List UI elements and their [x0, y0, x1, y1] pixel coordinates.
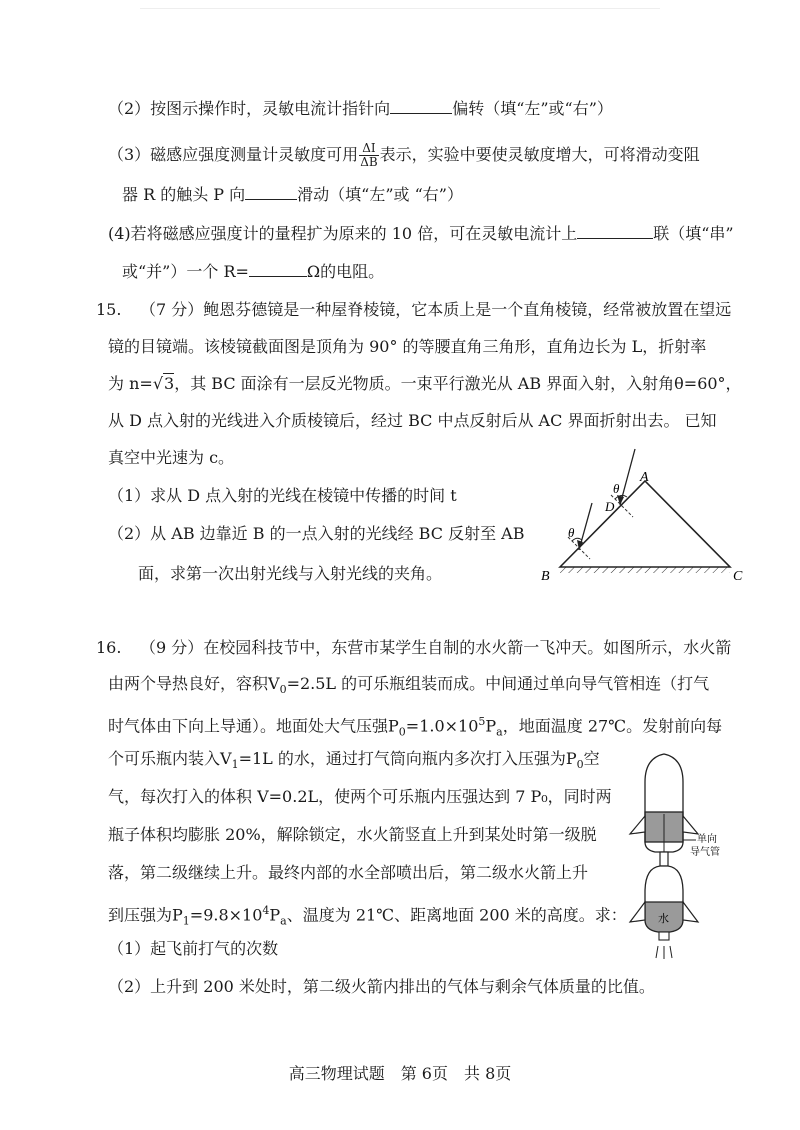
subscript: a — [280, 914, 287, 928]
superscript: 4 — [262, 904, 270, 917]
q14-part4-line2 — [122, 258, 384, 284]
unit: P — [485, 716, 497, 736]
q16-line1 — [96, 636, 731, 660]
water-rocket-diagram — [620, 752, 735, 962]
q16-sub1: （1）起飞前打气的次数 — [108, 939, 279, 958]
q15-line3-text-end: ，其 BC 面涂有一层反光物质。一束平行激光从 AB 界面入射，入射角θ=60°， — [174, 374, 742, 393]
sqrt-value: 3 — [164, 374, 175, 393]
q14-part3-text-end: 表示，实验中要使灵敏度增大，可将滑动变阻 — [379, 145, 700, 164]
question-number: 16. — [96, 638, 122, 657]
q16-text: （9 分）在校园科技节中，东营市某学生自制的水火箭一飞冲天。如图所示，水火箭 — [140, 638, 732, 657]
nozzle — [659, 932, 669, 940]
q15-line2: 镜的目镜端。该棱镜截面图是顶角为 90° 的等腰直角三角形，直角边长为 L，折射率 — [108, 337, 707, 356]
q16-line3-text: 时气体由下向上导通）。地面处大气压强P — [108, 716, 399, 736]
answer-blank — [577, 220, 653, 239]
label-gas-tube: 导气管 — [690, 847, 720, 858]
subscript: 0 — [398, 725, 406, 739]
prism-diagram — [535, 445, 750, 585]
subscript: 1 — [182, 914, 190, 928]
superscript: 5 — [478, 715, 486, 728]
q14-part2 — [108, 95, 613, 121]
upper-bottle — [645, 754, 683, 812]
q14-part4-text: (4)若将磁感应强度计的量程扩为原来的 10 倍，可在灵敏电流计上 — [108, 224, 578, 243]
subscript: a — [496, 725, 503, 739]
q16-line2-text: 由两个导热良好，容积V — [108, 674, 280, 693]
label-water: 水 — [658, 912, 669, 925]
subscript: 0 — [576, 758, 584, 772]
q15-line3-text: 为 n= — [108, 374, 153, 393]
spray-line — [670, 946, 672, 958]
q15-text: （7 分）鲍恩芬德镜是一种屋脊棱镜，它本质上是一个直角棱镜，经常被放置在望远 — [140, 300, 732, 319]
q16-line4-text-mid: =1L 的水，通过打气筒向瓶内多次打入压强为P — [238, 749, 577, 768]
q16-line3-value: =1.0×10 — [405, 716, 479, 736]
q16-line3 — [108, 710, 722, 745]
q15-sub1: （1）求从 D 点入射的光线在棱镜中传播的时间 t — [108, 486, 457, 505]
q14-part3-line2 — [122, 181, 463, 207]
label-one-way: 单向 — [697, 834, 717, 845]
prism-triangle — [560, 481, 730, 567]
q14-part4-line2-text: 或“并”）一个 R= — [122, 262, 249, 281]
lower-fin-right — [683, 902, 698, 922]
q16-line7: 落，第二级继续上升。最终内部的水全部喷出后，第二级水火箭上升 — [108, 863, 589, 882]
q14-part2-text-end: 偏转（填“左”或“右”） — [452, 99, 613, 118]
top-scan-line — [140, 8, 660, 9]
page-footer: 高三物理试题 第 6页 共 8页 — [288, 1064, 512, 1083]
q16-line6: 瓶子体积均膨胀 20%，解除锁定，水火箭竖直上升到某处时第一级脱 — [108, 825, 597, 844]
upper-fin-right — [683, 816, 698, 834]
question-number: 15. — [96, 300, 122, 319]
fraction-denominator: ΔB — [360, 155, 378, 169]
q14-part2-text: （2）按图示操作时，灵敏电流计指针向 — [108, 99, 391, 118]
q16-line2-text-end: =2.5L 的可乐瓶组装而成。中间通过单向导气管相连（打气 — [286, 674, 710, 693]
q15-line1 — [96, 298, 731, 322]
label-b: B — [541, 569, 550, 584]
q15-sub2-line2: 面，求第一次出射光线与入射光线的夹角。 — [138, 564, 443, 583]
subscript: 0 — [279, 683, 287, 697]
q14-part4-text-end: 联（填“串” — [653, 224, 734, 243]
q14-part3-line2-text: 器 R 的触头 P 向 — [122, 185, 246, 204]
reflective-coating — [560, 567, 730, 573]
q16-line4-text: 个可乐瓶内装入V — [108, 749, 232, 768]
fraction-numerator: ΔI — [359, 142, 378, 156]
q16-line8-value: =9.8×10 — [189, 905, 263, 925]
q16-sub2: （2）上升到 200 米处时，第二级火箭内排出的气体与剩余气体质量的比值。 — [108, 977, 655, 996]
q16-line3-text-end: ，地面温度 27℃。发射前向每 — [502, 716, 723, 736]
q14-part4-line2-end: Ω的电阻。 — [306, 262, 385, 281]
q16-line4 — [108, 747, 600, 777]
q14-part3-text: （3）磁感应强度测量计灵敏度可用 — [108, 145, 359, 164]
label-a: A — [640, 470, 649, 485]
subscript: 1 — [231, 758, 239, 772]
sensitivity-fraction — [359, 142, 378, 169]
label-theta-d: θ — [613, 481, 620, 496]
answer-blank — [245, 181, 297, 200]
lower-fin-left — [630, 902, 645, 922]
label-c: C — [733, 569, 743, 584]
q16-line8-text-end: 、温度为 21℃、距离地面 200 米的高度。求： — [286, 905, 627, 925]
upper-fin-left — [630, 816, 645, 834]
q16-line8-text: 到压强为P — [108, 905, 183, 925]
q14-part3 — [108, 142, 700, 169]
q15-line3: 为 n=√3，其 BC 面涂有一层反光物质。一束平行激光从 AB 界面入射，入射角θ=60°， — [108, 374, 742, 393]
q16-line5: 气，每次打入的体积 V=0.2L，使两个可乐瓶内压强达到 7 P₀，同时两 — [108, 787, 612, 806]
q16-line2 — [108, 672, 709, 702]
unit: P — [269, 905, 281, 925]
q15-sub2: （2）从 AB 边靠近 B 的一点入射的光线经 BC 反射至 AB — [108, 524, 525, 543]
q15-line4: 从 D 点入射的光线进入介质棱镜后，经过 BC 中点反射后从 AC 界面折射出去。 已知 — [108, 411, 717, 430]
q16-line8 — [108, 899, 627, 934]
label-theta-b: θ — [568, 525, 575, 540]
answer-blank — [390, 95, 452, 114]
label-d: D — [605, 499, 615, 514]
q15-line5: 真空中光速为 c。 — [108, 448, 235, 467]
spray-line — [656, 946, 658, 958]
one-way-valve — [660, 852, 668, 866]
q14-part3-line2-end: 滑动（填“左”或 “右”） — [297, 185, 463, 204]
q14-part4 — [108, 220, 734, 246]
q16-line4-text-end: 空 — [583, 749, 600, 768]
answer-blank — [249, 258, 307, 277]
